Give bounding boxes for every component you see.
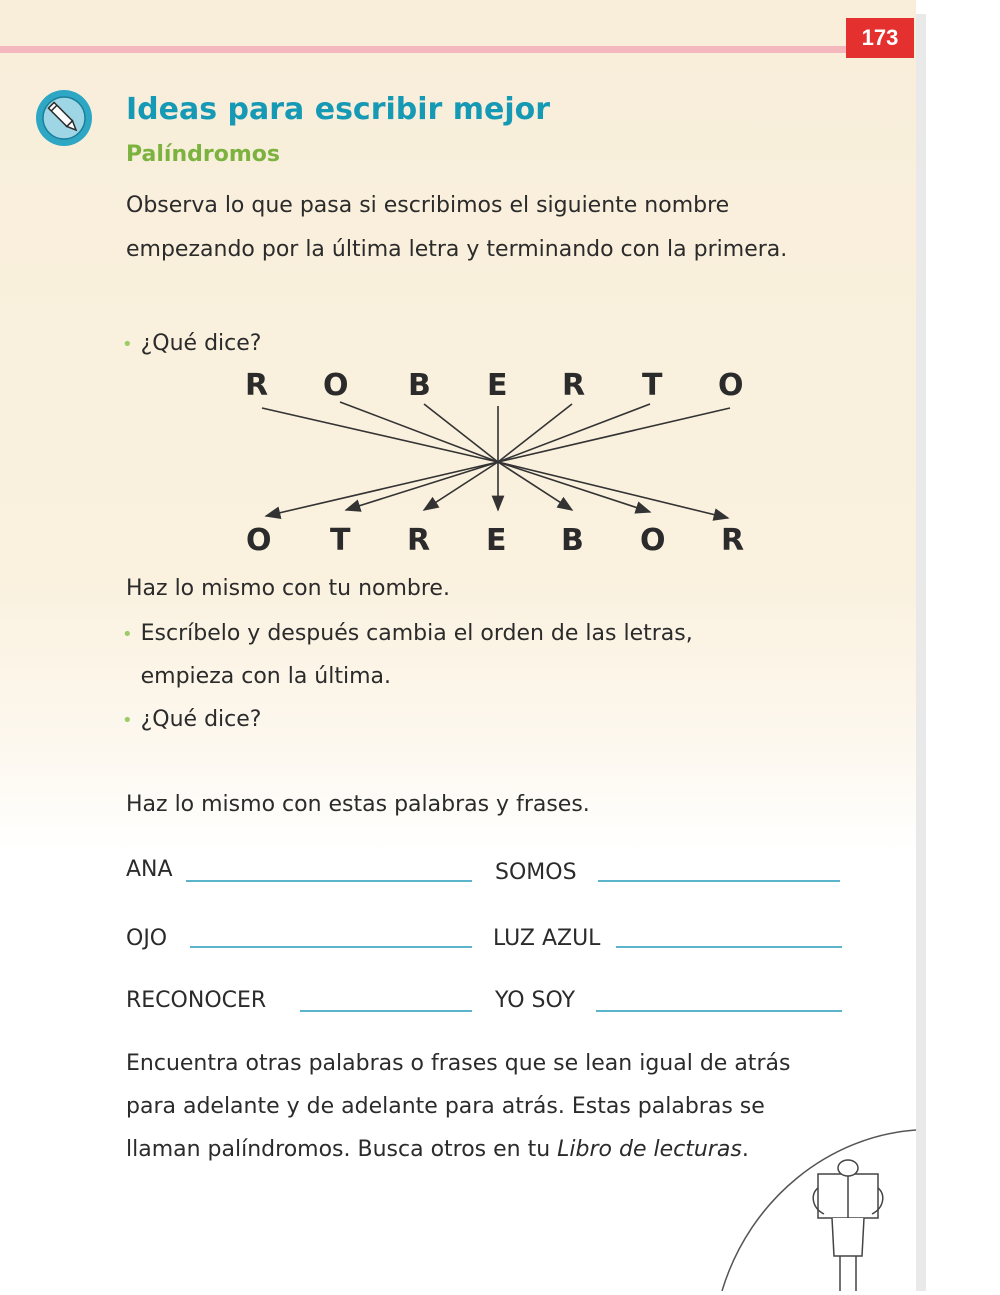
bottom-letter: O xyxy=(640,523,666,558)
instruction-bullet-text: Escríbelo y después cambia el orden de las letras, empieza con la última. xyxy=(140,621,693,689)
crossing-arrows xyxy=(0,360,916,570)
arrow-line xyxy=(498,462,650,512)
book-title: Libro de lecturas xyxy=(557,1137,742,1162)
answer-line[interactable] xyxy=(598,880,840,882)
exercise-word: LUZ AZUL xyxy=(493,926,601,951)
answer-line[interactable] xyxy=(190,946,472,948)
bottom-letter: R xyxy=(721,523,745,558)
top-letter: O xyxy=(718,368,744,403)
bottom-letter: T xyxy=(330,523,351,558)
exercise-word: ANA xyxy=(126,857,173,882)
exercise-word: RECONOCER xyxy=(126,988,267,1013)
arrow-line xyxy=(498,462,572,510)
arrow-line xyxy=(498,404,650,462)
top-letter: O xyxy=(323,368,349,403)
intro-paragraph: Observa lo que pasa si escribimos el siguiente nombre empezando por la última letra y terminando con la primera. xyxy=(126,193,788,262)
pencil-icon xyxy=(34,88,94,148)
closing-end: . xyxy=(741,1137,749,1162)
palindrome-diagram xyxy=(0,360,916,570)
exercise-word: OJO xyxy=(126,926,168,951)
exercise-word: SOMOS xyxy=(495,860,577,885)
bottom-letter: E xyxy=(486,523,507,558)
arrow-line xyxy=(498,462,728,518)
arrow-line xyxy=(266,462,498,516)
section-subtitle: Palíndromos xyxy=(126,142,280,167)
page-edge xyxy=(916,14,926,1291)
bottom-letter: R xyxy=(407,523,431,558)
instruction-name: Haz lo mismo con tu nombre. xyxy=(126,576,450,601)
top-letter: E xyxy=(487,368,508,403)
arrow-line xyxy=(424,462,498,510)
page-number: 173 xyxy=(846,18,914,58)
question-bullet xyxy=(122,698,261,742)
top-letter: B xyxy=(408,368,431,403)
answer-line[interactable] xyxy=(300,1010,472,1012)
arrow-line xyxy=(346,462,498,510)
question-text: ¿Qué dice? xyxy=(140,331,262,356)
page-title: Ideas para escribir mejor xyxy=(126,92,551,127)
bullet-dot-icon: • xyxy=(122,334,133,355)
instruction-words: Haz lo mismo con estas palabras y frases. xyxy=(126,792,590,817)
bullet-dot-icon: • xyxy=(122,710,133,731)
answer-line[interactable] xyxy=(596,1010,842,1012)
bottom-letter: O xyxy=(246,523,272,558)
top-letter: R xyxy=(245,368,269,403)
reading-figure-illustration xyxy=(720,1128,920,1291)
answer-line[interactable] xyxy=(186,880,472,882)
top-letter: R xyxy=(562,368,586,403)
bottom-letter: B xyxy=(561,523,584,558)
bullet-dot-icon: • xyxy=(122,624,133,645)
instruction-bullet xyxy=(122,612,802,698)
closing-text: Encuentra otras palabras o frases que se lean igual de atrás para adelante y de adelante para atrás. Estas palabras se llaman palíndromos. Busca otros en tu xyxy=(126,1051,791,1162)
question-text: ¿Qué dice? xyxy=(140,707,262,732)
top-color-band xyxy=(0,46,848,53)
top-letter: T xyxy=(642,368,663,403)
exercise-word: YO SOY xyxy=(495,988,576,1013)
answer-line[interactable] xyxy=(616,946,842,948)
